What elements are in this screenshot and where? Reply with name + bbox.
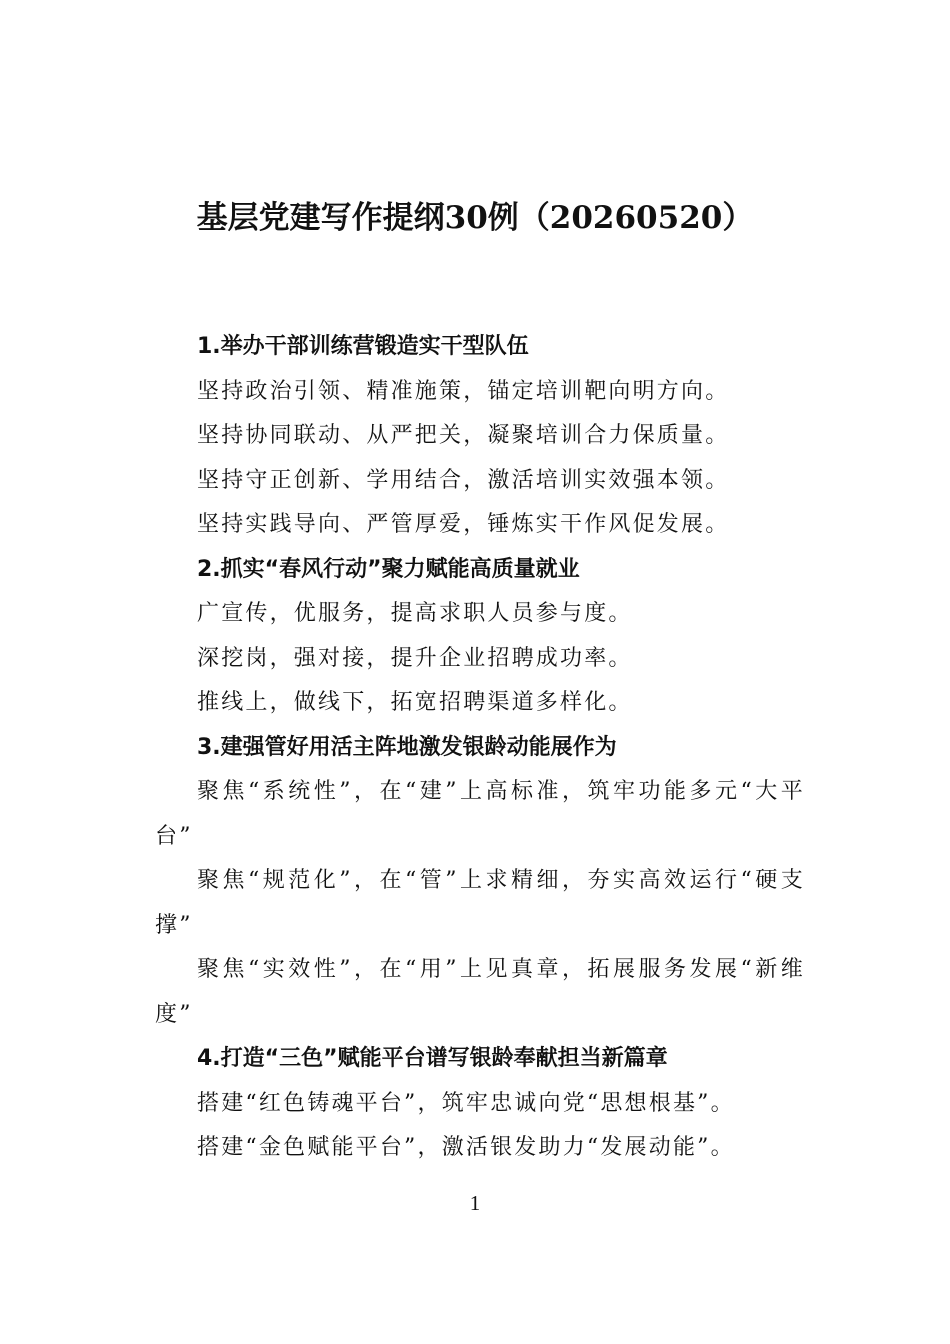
section-heading: 2.抓实“春风行动”聚力赋能高质量就业 — [197, 556, 580, 582]
paragraph: 聚焦“规范化”，在“管”上求精细，夯实高效运行“硬支撑” — [155, 868, 805, 938]
section-4 — [155, 1037, 805, 1171]
section-heading: 3.建强管好用活主阵地激发银龄动能展作为 — [197, 734, 617, 760]
paragraph: 推线上，做线下，拓宽招聘渠道多样化。 — [197, 690, 633, 715]
paragraph: 坚持政治引领、精准施策，锚定培训靶向明方向。 — [197, 378, 730, 404]
page-number: 1 — [469, 1191, 481, 1215]
section-3 — [155, 726, 805, 1038]
paragraph: 广宣传，优服务，提高求职人员参与度。 — [197, 601, 633, 626]
paragraph: 聚焦“系统性”，在“建”上高标准，筑牢功能多元“大平台” — [155, 779, 805, 849]
section-1 — [155, 325, 805, 548]
document-title: 基层党建写作提纲30例（20260520） — [196, 200, 754, 236]
paragraph: 坚持协同联动、从严把关，凝聚培训合力保质量。 — [197, 423, 730, 448]
section-heading: 4.打造“三色”赋能平台谱写银龄奉献担当新篇章 — [197, 1046, 668, 1071]
document-body — [155, 325, 805, 1171]
paragraph: 坚持守正创新、学用结合，激活培训实效强本领。 — [197, 467, 730, 493]
section-2 — [155, 548, 805, 726]
paragraph: 搭建“红色铸魂平台”，筑牢忠诚向党“思想根基”。 — [197, 1090, 735, 1116]
paragraph: 聚焦“实效性”，在“用”上见真章，拓展服务发展“新维度” — [155, 957, 805, 1027]
paragraph: 深挖岗，强对接，提升企业招聘成功率。 — [197, 645, 633, 671]
paragraph: 搭建“金色赋能平台”，激活银发助力“发展动能”。 — [197, 1135, 735, 1160]
section-heading: 1.举办干部训练营锻造实干型队伍 — [197, 334, 529, 359]
paragraph: 坚持实践导向、严管厚爱，锤炼实干作风促发展。 — [197, 512, 730, 537]
